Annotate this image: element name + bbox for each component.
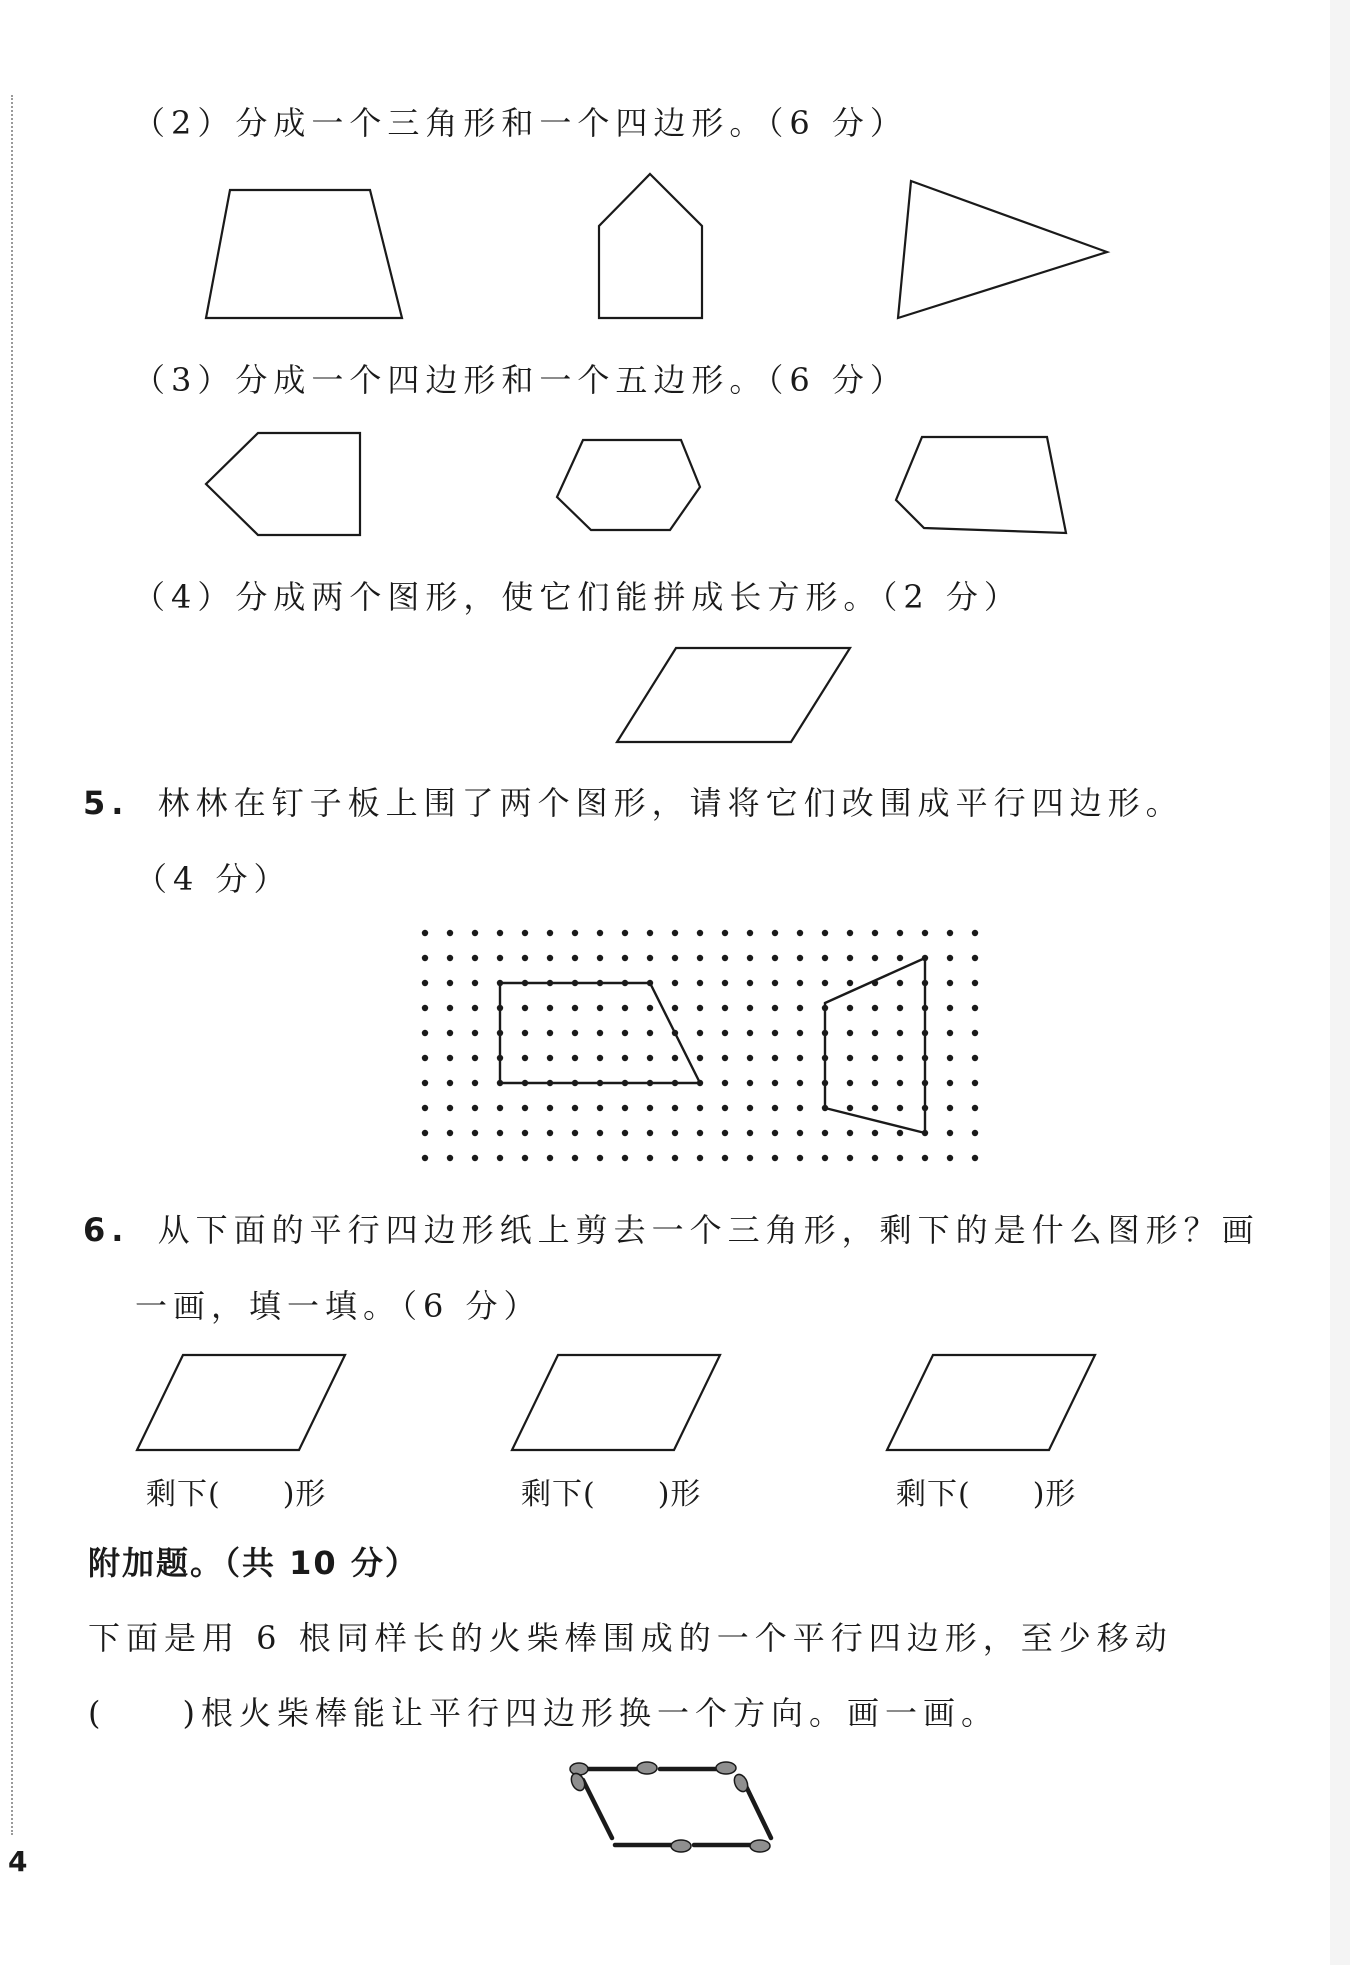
q6-caption-3: 剩下( )形 <box>896 1477 1077 1512</box>
bonus-title-prefix: 附加题。（共 <box>88 1544 290 1582</box>
q5-number: 5. <box>83 784 130 822</box>
q5-text: 林林在钉子板上围了两个图形，请将它们改围成平行四边形。 <box>157 784 1184 822</box>
match-head <box>671 1840 691 1852</box>
bonus-title-suffix: 分） <box>337 1544 419 1582</box>
match-head <box>637 1762 657 1774</box>
bonus-text2: ( )根火柴棒能让平行四边形换一个方向。画一画。 <box>88 1694 999 1732</box>
match-head <box>716 1762 736 1774</box>
q6-text: 从下面的平行四边形纸上剪去一个三角形，剩下的是什么图形？画 <box>157 1211 1260 1249</box>
matchstick-left <box>583 1780 612 1838</box>
match-head <box>750 1840 770 1852</box>
q6-caption-1: 剩下( )形 <box>146 1477 327 1512</box>
q6-caption-2: 剩下( )形 <box>521 1477 702 1512</box>
q4-sub3-text: （3）分成一个四边形和一个五边形。（6 分） <box>133 361 908 399</box>
q6-number: 6. <box>83 1211 130 1249</box>
bonus-title-score: 10 <box>289 1544 338 1582</box>
bonus-text: 下面是用 6 根同样长的火柴棒围成的一个平行四边形，至少移动 <box>88 1619 1173 1657</box>
q4-sub4-text: （4）分成两个图形，使它们能拼成长方形。（2 分） <box>133 578 1022 616</box>
page-number: 4 <box>8 1845 28 1878</box>
q5-score: （4 分） <box>135 860 292 898</box>
match-head <box>570 1763 588 1775</box>
q4-sub2-text: （2）分成一个三角形和一个四边形。（6 分） <box>133 104 908 142</box>
q6-text2: 一画，填一填。（6 分） <box>135 1287 542 1325</box>
